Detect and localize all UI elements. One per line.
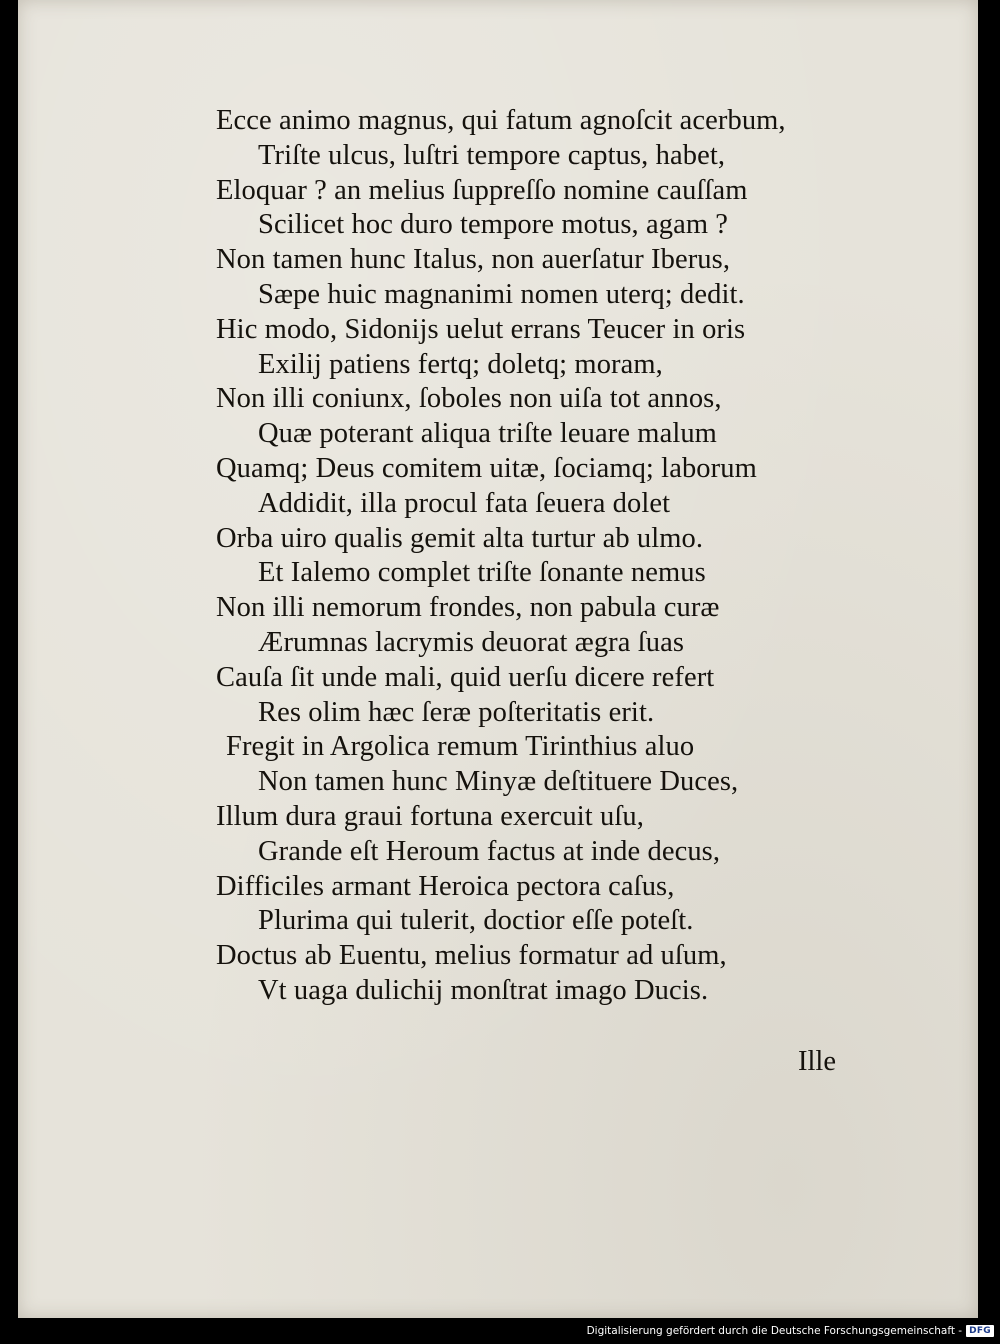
verse-line-11: Quamq; Deus comitem uitæ, ſociamq; laborum	[216, 452, 757, 484]
verse-line-18: Res olim hæc ſeræ poſteritatis erit.	[258, 696, 655, 728]
verse-line-22: Grande eſt Heroum factus at inde decus,	[258, 835, 721, 867]
verse-line-10: Quæ poterant aliqua triſte leuare malum	[258, 418, 717, 450]
catchword: Ille	[798, 1046, 836, 1077]
verse-line-6: Sæpe huic magnanimi nomen uterq; dedit.	[258, 278, 745, 310]
verse-line-2: Triſte ulcus, luſtri tempore captus, habet,	[258, 139, 726, 171]
poem-text-block	[216, 104, 916, 1009]
verse-line-23: Difficiles armant Heroica pectora caſus,	[216, 870, 675, 902]
verse-line-12: Addidit, illa procul fata ſeuera dolet	[258, 487, 671, 519]
verse-line-1: Ecce animo magnus, qui fatum agnoſcit acerbum,	[216, 105, 786, 136]
verse-line-9: Non illi coniunx, ſoboles non uiſa tot annos,	[216, 383, 722, 415]
verse-line-21: Illum dura graui fortuna exercuit uſu,	[216, 800, 644, 832]
verse-line-16: Ærumnas lacrymis deuorat ægra ſuas	[258, 626, 685, 658]
dfg-logo-icon: DFG	[966, 1325, 994, 1337]
verse-line-25: Doctus ab Euentu, melius formatur ad uſum,	[216, 940, 727, 972]
verse-line-13: Orba uiro qualis gemit alta turtur ab ulmo.	[216, 522, 704, 554]
verse-line-20: Non tamen hunc Minyæ deſtituere Duces,	[258, 766, 739, 798]
verse-line-3: Eloquar ? an melius ſuppreſſo nomine cauſſam	[216, 174, 748, 206]
scanned-page	[18, 0, 978, 1318]
verse-line-24: Plurima qui tulerit, doctior eſſe poteſt.	[258, 905, 694, 937]
verse-line-15: Non illi nemorum frondes, non pabula curæ	[216, 592, 720, 624]
credit-text: Digitalisierung gefördert durch die Deutsche Forschungsgemeinschaft -	[586, 1325, 963, 1337]
verse-line-7: Hic modo, Sidonijs uelut errans Teucer in oris	[216, 313, 746, 345]
digitization-credit	[587, 1321, 994, 1341]
verse-line-4: Scilicet hoc duro tempore motus, agam ?	[258, 209, 729, 241]
verse-line-26: Vt uaga dulichij monſtrat imago Ducis.	[258, 974, 709, 1006]
verse-line-19: Fregit in Argolica remum Tirinthius aluo	[226, 731, 695, 763]
verse-line-14: Et Ialemo complet triſte ſonante nemus	[258, 557, 706, 589]
verse-line-8: Exilij patiens fertq; doletq; moram,	[258, 348, 663, 380]
verse-line-17: Cauſa ſit unde mali, quid uerſu dicere refert	[216, 661, 715, 693]
verse-line-5: Non tamen hunc Italus, non auerſatur Iberus,	[216, 244, 731, 276]
